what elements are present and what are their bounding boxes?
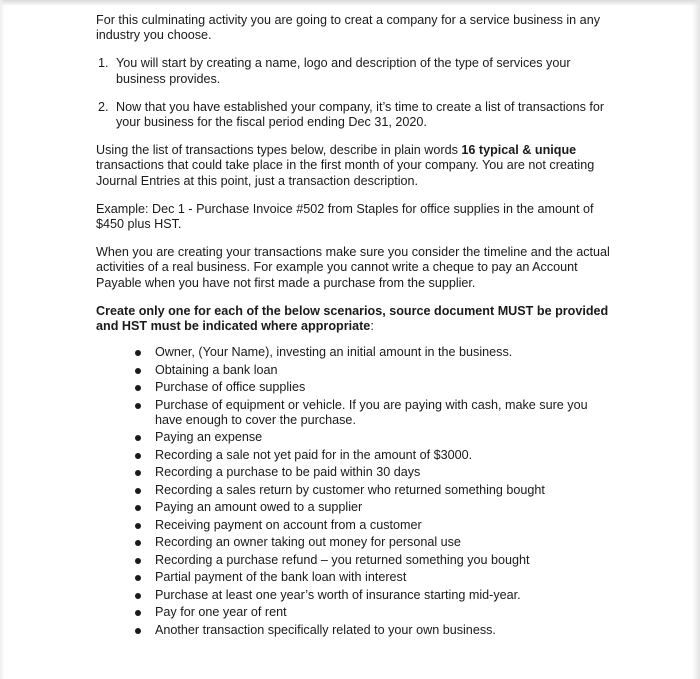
scenario-text: Paying an expense bbox=[155, 430, 263, 445]
scenario-text: Partial payment of the bank loan with interest bbox=[155, 570, 407, 585]
scenario-item bbox=[135, 570, 616, 585]
intro-paragraph: For this culminating activity you are going to creat a company for a service business in any industry you choose. bbox=[96, 13, 600, 43]
scenario-item bbox=[135, 465, 616, 480]
scenario-item bbox=[135, 518, 616, 533]
scenario-text: Owner, (Your Name), investing an initial amount in the business. bbox=[155, 345, 513, 360]
scenario-item bbox=[135, 363, 616, 378]
bullet-icon bbox=[135, 540, 141, 546]
scenario-item bbox=[135, 380, 616, 395]
scenario-text: Recording a purchase refund – you returned something you bought bbox=[155, 552, 530, 567]
scenario-heading-tail: : bbox=[370, 319, 374, 334]
scenario-text: Recording a sale not yet paid for in the amount of $3000. bbox=[155, 447, 473, 462]
scenario-text: Purchase of office supplies bbox=[155, 380, 306, 395]
scenario-item bbox=[135, 448, 616, 463]
scenario-text: Purchase at least one year’s worth of insurance starting mid-year. bbox=[155, 587, 521, 602]
bullet-icon bbox=[135, 505, 141, 511]
scenario-heading bbox=[96, 304, 616, 334]
scenario-item bbox=[135, 605, 616, 620]
bullet-icon bbox=[135, 523, 141, 529]
scenario-item bbox=[135, 345, 616, 360]
scenario-list bbox=[96, 345, 616, 638]
document-content bbox=[96, 13, 616, 640]
scenario-text: Recording a sales return by customer who returned something bought bbox=[155, 482, 545, 497]
bullet-icon bbox=[135, 470, 141, 476]
scenario-item bbox=[135, 623, 616, 638]
instructions-text-before: Using the list of transactions types below, describe in plain words bbox=[96, 143, 462, 158]
bullet-icon bbox=[135, 350, 141, 356]
scenario-item bbox=[135, 553, 616, 568]
step-text: Now that you have established your company, it’s time to create a list of transactions for your business for the fiscal period ending Dec 31, 2020. bbox=[116, 99, 605, 130]
scenario-item bbox=[135, 483, 616, 498]
bullet-icon bbox=[135, 435, 141, 441]
page-edge-shadow-left bbox=[0, 0, 5, 679]
bullet-icon bbox=[135, 403, 141, 409]
bullet-icon bbox=[135, 610, 141, 616]
example-paragraph: Example: Dec 1 - Purchase Invoice #502 from Staples for office supplies in the amount of $450 plus HST. bbox=[96, 201, 594, 232]
bullet-icon bbox=[135, 368, 141, 374]
step-number: 2. bbox=[98, 99, 109, 114]
scenario-text: Another transaction specifically related to your own business. bbox=[155, 622, 496, 637]
steps-list bbox=[96, 56, 616, 130]
bullet-icon bbox=[135, 558, 141, 564]
instructions-paragraph bbox=[96, 143, 616, 189]
step-item bbox=[96, 56, 616, 86]
instructions-emphasis: 16 typical & unique bbox=[461, 143, 577, 158]
step-number: 1. bbox=[98, 56, 109, 71]
bullet-icon bbox=[135, 453, 141, 459]
scenario-heading-bold: Create only one for each of the below scenarios, source document MUST be provided and HST must be indicated where appropriate bbox=[96, 303, 609, 334]
bullet-icon bbox=[135, 575, 141, 581]
bullet-icon bbox=[135, 488, 141, 494]
scenario-text: Pay for one year of rent bbox=[155, 605, 287, 620]
timeline-note-paragraph: When you are creating your transactions make sure you consider the timeline and the actual activities of a real business. For example you cannot write a cheque to pay an Account Payable when you have not first made a purchase from the supplier. bbox=[96, 245, 610, 290]
bullet-icon bbox=[135, 593, 141, 599]
scenario-text: Receiving payment on account from a customer bbox=[155, 517, 422, 532]
page-edge-shadow-right bbox=[692, 0, 700, 679]
scenario-text: Purchase of equipment or vehicle. If you are paying with cash, make sure you have enough to cover the purchase. bbox=[155, 397, 588, 427]
bullet-icon bbox=[135, 628, 141, 634]
page-edge-shadow-top bbox=[0, 0, 700, 6]
scenario-item bbox=[135, 398, 616, 428]
step-text: You will start by creating a name, logo and description of the type of services your business provides. bbox=[116, 56, 571, 86]
bullet-icon bbox=[135, 385, 141, 391]
scenario-item bbox=[135, 588, 616, 603]
scenario-item bbox=[135, 430, 616, 445]
scenario-text: Obtaining a bank loan bbox=[155, 362, 278, 377]
scenario-item bbox=[135, 535, 616, 550]
scenario-text: Recording an owner taking out money for personal use bbox=[155, 535, 461, 550]
step-item bbox=[96, 100, 616, 130]
scenario-text: Recording a purchase to be paid within 30 days bbox=[155, 465, 421, 480]
instructions-text-after: transactions that could take place in the first month of your company. You are not creating Journal Entries at this point, just a transaction description. bbox=[96, 158, 595, 188]
scenario-text: Paying an amount owed to a supplier bbox=[155, 500, 363, 515]
scenario-item bbox=[135, 500, 616, 515]
